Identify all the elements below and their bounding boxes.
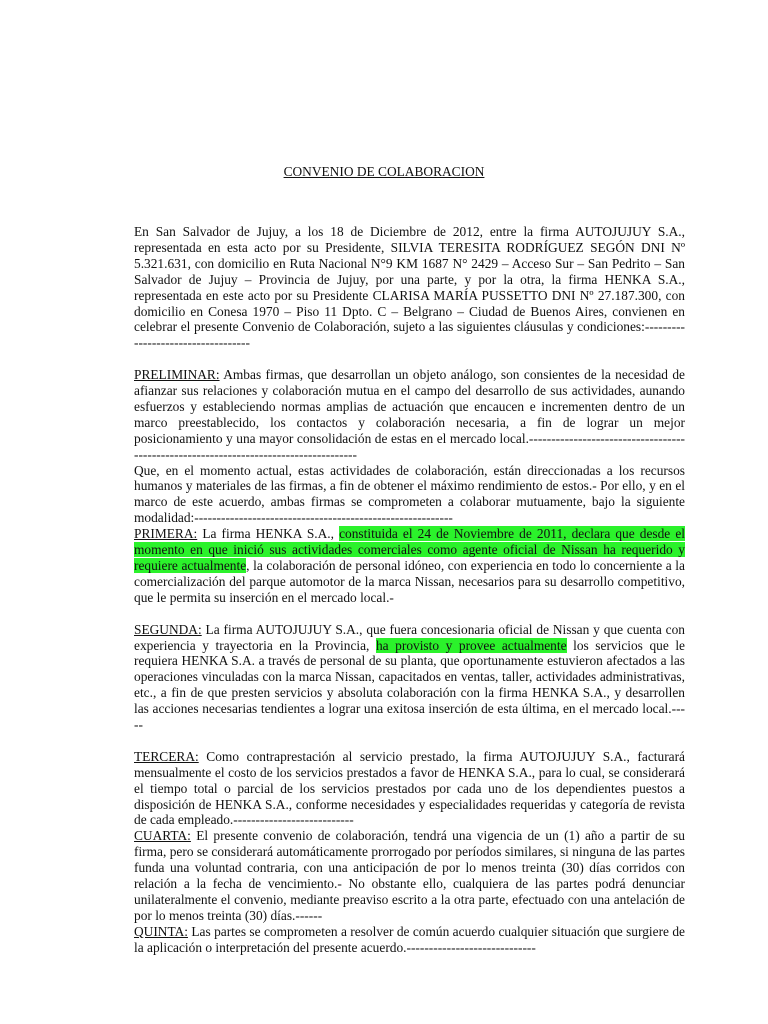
clause-text: La firma AUTOJUJUY S.A., que fuera concesionaria oficial de Nissan y que cuenta con experiencia y trayectoria en la Provincia, — [134, 621, 685, 653]
clause-text: los servicios que le requiera HENKA S.A. a través de personal de su planta, que oportunamente estuvieron afectados a las operaciones vinculadas con la marca Nissan, capacitados en ventas, taller, actividades administrativas, etc., a fin de que presten servicios y absoluta colaboración con la firma HENKA S.A., y desarrollen las acciones necesarias tendientes a lograr una exitosa inserción de esta última, en el mercado local.----- — [134, 637, 686, 733]
clause-cuarta — [134, 828, 685, 923]
clause-text: , la colaboración de personal idóneo, con experiencia en todo lo concerniente a la comercialización del parque automotor de la marca Nissan, necesarios para su desarrollo competitivo, que le permita su inserción en el mercado local.- — [134, 558, 685, 605]
clause-text: Como contraprestación al servicio prestado, la firma AUTOJUJUY S.A., facturará mensualmente el costo de los servicios prestados a favor de HENKA S.A., para lo cual, se considerará el tiempo total o parcial de los servicios prestados por cada uno de los dependientes puestos a disposición de HENKA S.A., conforme necesidades y especialidades requeridas y categoría de revista de cada empleado.--------------------------- — [134, 748, 685, 828]
document-title: CONVENIO DE COLABORACION — [283, 164, 485, 179]
clause-label: SEGUNDA: — [134, 621, 202, 637]
clause-label: CUARTA: — [134, 828, 191, 844]
highlighted-text: constituida el 24 de Noviembre de 2011, declara que desde el momento en que inició sus actividades comerciales como agente oficial de Nissan ha requerido y requiere actualmente — [134, 526, 685, 574]
clause-preliminar — [134, 367, 685, 462]
intro-paragraph: En San Salvador de Jujuy, a los 18 de Diciembre de 2012, entre la firma AUTOJUJUY S.A., representada en esta acto por su Presidente, SILVIA TERESITA RODRÍGUEZ SEGÓN DNI Nº 5.321.631, con domicilio en Ruta Nacional N°9 KM 1687 N° 2429 – Acceso Sur – San Pedrito – San Salvador de Jujuy – Provincia de Jujuy, por una parte, y por la otra, la firma HENKA S.A., representada en este acto por su Presidente CLARISA MARÍA PUSSETTO DNI Nº 27.187.300, con domicilio en Conesa 1970 – Piso 11 Dpto. C – Belgrano – Ciudad de Buenos Aires, convienen en celebrar el presente Convenio de Colaboración, sujeto a las siguientes cláusulas y condiciones:----------------------------------- — [134, 224, 685, 351]
clause-quinta — [134, 924, 685, 956]
clause-primera — [134, 526, 685, 606]
document-body — [134, 224, 685, 956]
clause-label: QUINTA: — [134, 923, 188, 939]
clause-label: PRELIMINAR: — [134, 367, 220, 383]
clause-segunda — [134, 622, 685, 733]
clause-text: La firma HENKA S.A., — [197, 526, 340, 542]
clause-text: Ambas firmas, que desarrollan un objeto análogo, son consientes de la necesidad de afianzar sus relaciones y colaboración mutua en el campo del desarrollo de sus actividades, aunando esfuerzos y estableciendo normas amplias de actuación que encaucen e incrementen dentro de un marco preestablecido, los contactos y colaboración necesaria, a fin de lograr un mejor posicionamiento y una mayor consolidación de estas en el mercado local.------------------------------------------------------------------------------------- — [134, 367, 685, 462]
clause-text: El presente convenio de colaboración, tendrá una vigencia de un (1) año a partir de su firma, pero se considerará automáticamente prorrogado por períodos similares, si ninguna de las partes funda una voluntad contraria, con una anticipación de por lo menos treinta (30) días corridos con relación a la fecha de vencimiento.- No obstante ello, cualquiera de las partes podrá denunciar unilateralmente el convenio, mediante preaviso escrito a la otra parte, efectuado con una antelación de por lo menos treinta (30) días.------ — [134, 828, 685, 923]
clause-tercera — [134, 749, 685, 829]
clause-label: PRIMERA: — [134, 526, 198, 542]
highlighted-text: ha provisto y provee actualmente — [375, 637, 567, 653]
clause-preliminar-continuation: Que, en el momento actual, estas actividades de colaboración, están direccionadas a los recursos humanos y materiales de las firmas, a fin de obtener el máximo rendimiento de estos.- Por ello, y en el marco de este acuerdo, ambas firmas se comprometen a colaborar mutuamente, bajo la siguiente modalidad:---------------------------------------------------------- — [134, 462, 685, 526]
clause-label: TERCERA: — [134, 748, 199, 764]
clause-text: Las partes se comprometen a resolver de común acuerdo cualquier situación que surgiere de la aplicación o interpretación del presente acuerdo.----------------------------- — [134, 923, 685, 955]
